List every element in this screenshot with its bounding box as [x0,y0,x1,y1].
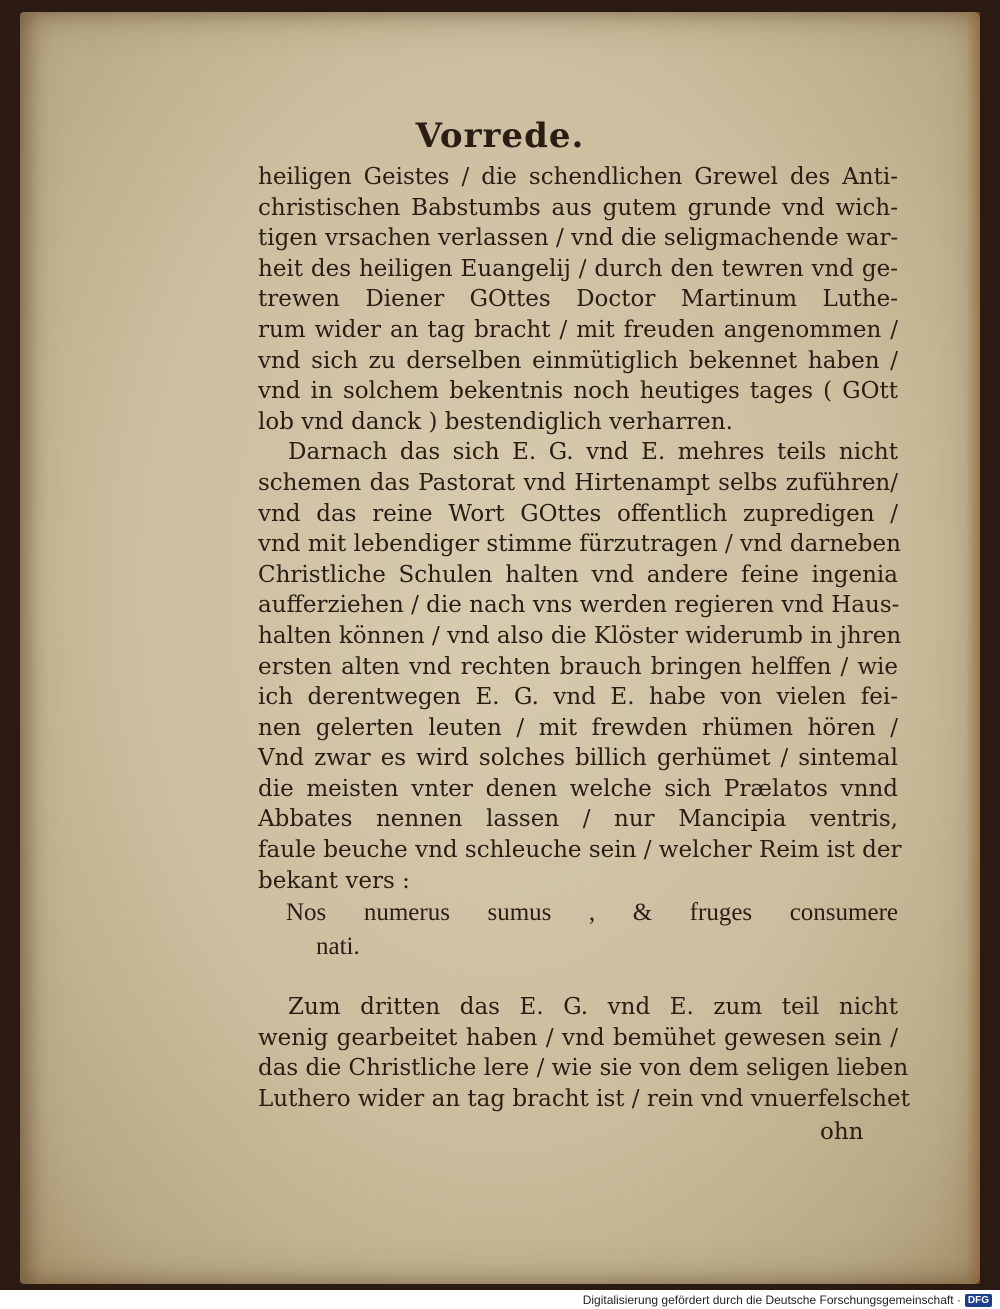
text-line: trewen Diener GOttes Doctor Martinum Luthe- [258,286,898,313]
text-line: Abbates nennen lassen / nur Mancipia ventris, [258,806,898,833]
verse-line: Nos numerus sumus , & fruges consumere [286,899,898,927]
text-line: faule beuche vnd schleuche sein / welcher Reim ist der [258,837,902,864]
text-line: aufferziehen / die nach vns werden regieren vnd Haus- [258,592,900,619]
text-line: bekant vers : [258,867,410,894]
text-line: vnd mit lebendiger stimme fürzutragen / vnd darneben [258,531,901,558]
text-line: vnd in solchem bekentnis noch heutiges tages ( GOtt [258,378,898,405]
text-line: tigen vrsachen verlassen / vnd die seligmachende war- [258,225,899,252]
text-line: Luthero wider an tag bracht ist / rein vnd vnuerfelschet [258,1086,910,1113]
text-line: Vnd zwar es wird solches billich gerhümet / sintemal [258,745,898,772]
text-line: Christliche Schulen halten vnd andere feine ingenia [258,561,898,588]
text-line: wenig gearbeitet haben / vnd bemühet gewesen sein / [258,1024,898,1051]
text-line: ersten alten vnd rechten brauch bringen helffen / wie [258,653,898,680]
text-line: heit des heiligen Euangelij / durch den tewren vnd ge- [258,255,898,282]
dfg-logo: DFG [965,1294,992,1307]
text-line: das die Christliche lere / wie sie von dem seligen lieben [258,1055,909,1082]
credit-text: Digitalisierung gefördert durch die Deutsche Forschungsgemeinschaft · [582,1293,961,1307]
text-line: vnd das reine Wort GOttes offentlich zupredigen / [258,500,898,527]
text-line: lob vnd danck ) bestendiglich verharren. [258,408,733,435]
text-line: christischen Babstumbs aus gutem grunde vnd wich- [258,194,898,221]
paragraph-gap [258,964,898,992]
text-line: Zum dritten das E. G. vnd E. zum teil nicht [288,994,898,1021]
verse-line: nati. [316,933,360,961]
text-line: die meisten vnter denen welche sich Prælatos vnnd [258,775,898,802]
text-line: ich derentwegen E. G. vnd E. habe von vielen fei- [258,684,898,711]
text-line: heiligen Geistes / die schendlichen Grewel des Anti- [258,164,898,190]
catchword: ohn [820,1119,864,1145]
text-line: Darnach das sich E. G. vnd E. mehres teils nicht [288,439,898,466]
text-line: halten können / vnd also die Klöster widerumb in jhren [258,622,902,649]
text-line: rum wider an tag bracht / mit freuden angenommen / [258,316,898,343]
text-line: nen gelerten leuten / mit frewden rhümen hören / [258,714,898,741]
digitization-credit [583,1293,992,1307]
text-line: vnd sich zu derselben einmütiglich bekennet haben / [258,347,898,374]
page-header: Vorrede. [415,116,585,156]
text-line: schemen das Pastorat vnd Hirtenampt selbs zuführen/ [258,469,898,496]
body-text [258,162,910,1115]
